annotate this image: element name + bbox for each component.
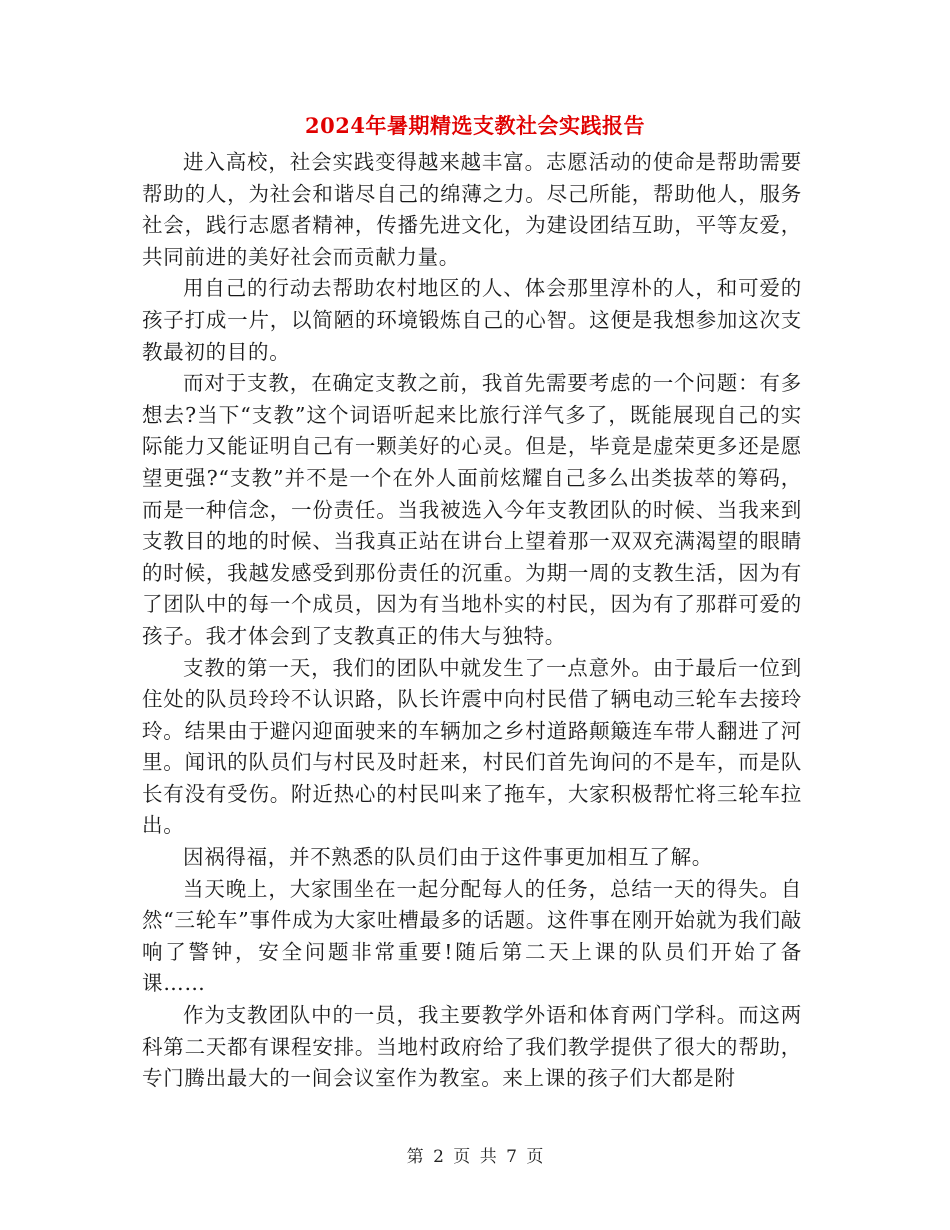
paragraph-1: 进入高校，社会实践变得越来越丰富。志愿活动的使命是帮助需要帮助的人，为社会和谐尽自己的绵薄之力。尽己所能，帮助他人，服务社会，践行志愿者精神，传播先进文化，为建设团结互助，平等友爱，共同前进的美好社会而贡献力量。 — [142, 150, 802, 269]
paragraph-5: 因祸得福，并不熟悉的队员们由于这件事更加相互了解。 — [183, 845, 713, 870]
paragraph-7: 作为支教团队中的一员，我主要教学外语和体育两门学科。而这两科第二天都有课程安排。当地村政府给了我们教学提供了很大的帮助，专门腾出最大的一间会议室作为教室。来上课的孩子们大都是附 — [142, 1003, 802, 1091]
document-body — [142, 147, 802, 1095]
page-footer: 第 2 页 共 7 页 — [406, 1147, 544, 1167]
paragraph-6: 当天晚上，大家围坐在一起分配每人的任务，总结一天的得失。自然“三轮车”事件成为大家吐槽最多的话题。这件事在刚开始就为我们敲响了警钟，安全问题非常重要!随后第二天上课的队员们开始了备课…… — [142, 876, 802, 996]
paragraph-2: 用自己的行动去帮助农村地区的人、体会那里淳朴的人，和可爱的孩子打成一片，以简陋的环境锻炼自己的心智。这便是我想参加这次支教最初的目的。 — [142, 276, 802, 364]
paragraph-4: 支教的第一天，我们的团队中就发生了一点意外。由于最后一位到住处的队员玲玲不认识路，队长许震中向村民借了辆电动三轮车去接玲玲。结果由于避闪迎面驶来的车辆加之乡村道路颠簸连车带人翻进了河里。闻讯的队员们与村民及时赶来，村民们首先询问的不是车，而是队长有没有受伤。附近热心的村民叫来了拖车，大家积极帮忙将三轮车拉出。 — [142, 655, 802, 838]
document-title: 2024年暑期精选支教社会实践报告 — [305, 113, 645, 138]
paragraph-3: 而对于支教，在确定支教之前，我首先需要考虑的一个问题：有多想去?当下“支教”这个词语听起来比旅行洋气多了，既能展现自己的实际能力又能证明自己有一颗美好的心灵。但是，毕竟是虚荣更多还是愿望更强?“支教”并不是一个在外人面前炫耀自己多么出类拔萃的筹码，而是一种信念，一份责任。当我被选入今年支教团队的时候、当我来到支教目的地的时候、当我真正站在讲台上望着那一双双充满渴望的眼睛的时候，我越发感受到那份责任的沉重。为期一周的支教生活，因为有了团队中的每一个成员，因为有当地朴实的村民，因为有了那群可爱的孩子。我才体会到了支教真正的伟大与独特。 — [142, 371, 802, 648]
